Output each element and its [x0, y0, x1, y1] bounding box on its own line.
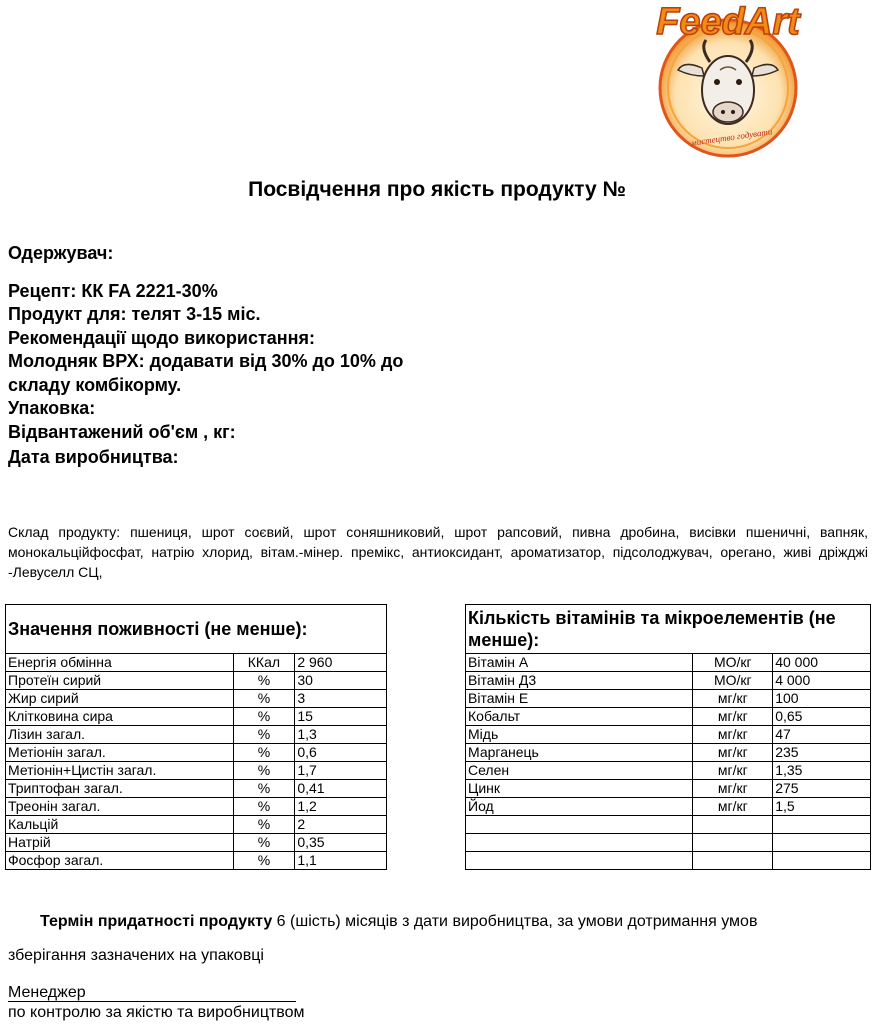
cell-name: Клітковина сира — [6, 708, 234, 726]
cell-name: Натрій — [6, 834, 234, 852]
nutrition-row — [6, 852, 387, 870]
packaging-field: Упаковка: — [8, 398, 96, 418]
cell-unit: ККал — [233, 654, 295, 672]
shelf-life-label: Термін придатності продукту — [40, 913, 273, 930]
cell-value: 30 — [295, 672, 387, 690]
cell-unit: мг/кг — [693, 690, 773, 708]
cell-name: Протеїн сирий — [6, 672, 234, 690]
cell-value: 40 000 — [773, 654, 871, 672]
recipe-field: Рецепт: КК FA 2221-30% — [8, 281, 218, 301]
cell-value: 1,7 — [295, 762, 387, 780]
nutrition-row — [6, 834, 387, 852]
cell-name: Вітамін А — [466, 654, 693, 672]
recommendations-line2: складу комбікорму. — [8, 375, 182, 395]
signature-role-line1: Менеджер — [8, 984, 86, 1001]
cell-value: 2 — [295, 816, 387, 834]
recommendations-label: Рекомендації щодо використання: — [8, 328, 316, 348]
cell-value: 0,35 — [295, 834, 387, 852]
vitamins-table — [465, 604, 871, 870]
cell-name: Марганець — [466, 744, 693, 762]
product-for-field: Продукт для: телят 3-15 міс. — [8, 304, 261, 324]
nutrition-row — [6, 816, 387, 834]
cell-name: Вітамін Е — [466, 690, 693, 708]
logo-brand-text: FeedArt — [656, 1, 800, 43]
cell-value: 235 — [773, 744, 871, 762]
cell-value: 0,6 — [295, 744, 387, 762]
cell-value: 1,1 — [295, 852, 387, 870]
cell-value: 47 — [773, 726, 871, 744]
cell-value: 4 000 — [773, 672, 871, 690]
cell-value: 2 960 — [295, 654, 387, 672]
document-title: Посвідчення про якість продукту № — [248, 178, 626, 201]
cell-unit: МО/кг — [693, 654, 773, 672]
vitamin-row — [466, 834, 871, 852]
cell-name: Фосфор загал. — [6, 852, 234, 870]
cell-name: Треонін загал. — [6, 798, 234, 816]
nutrition-row — [6, 672, 387, 690]
cell-name: Метіонін+Цистін загал. — [6, 762, 234, 780]
cell-unit — [693, 834, 773, 852]
cell-value — [773, 834, 871, 852]
shelf-life-text — [40, 912, 757, 932]
vitamins-heading: Кількість вітамінів та мікроелементів (не менше): — [466, 605, 871, 654]
cell-unit — [693, 852, 773, 870]
nutrition-row — [6, 726, 387, 744]
cell-value: 1,2 — [295, 798, 387, 816]
vitamin-row — [466, 798, 871, 816]
nutrition-row — [6, 654, 387, 672]
cell-unit: % — [233, 798, 295, 816]
cell-value: 1,5 — [773, 798, 871, 816]
nutrition-row — [6, 744, 387, 762]
shelf-life-text2: зберігання зазначених на упаковці — [8, 947, 264, 964]
cell-value: 0,65 — [773, 708, 871, 726]
cell-value: 15 — [295, 708, 387, 726]
cell-name: Триптофан загал. — [6, 780, 234, 798]
cell-name: Жир сирий — [6, 690, 234, 708]
cell-value — [773, 852, 871, 870]
nutrition-row — [6, 798, 387, 816]
product-composition: Склад продукту: пшениця, шрот соєвий, шрот соняшниковий, шрот рапсовий, пивна дробина, висівки пшеничні, вапняк, монокальційфосфат, натрію хлорид, вітам.-мінер. премікс, антиоксидант, ароматизатор, підсолоджувач, орегано, живі дріжджі -Левуселл СЦ, — [8, 524, 868, 580]
cell-name: Цинк — [466, 780, 693, 798]
cell-unit: МО/кг — [693, 672, 773, 690]
vitamin-row — [466, 726, 871, 744]
cell-name: Кальцій — [6, 816, 234, 834]
cell-unit: мг/кг — [693, 744, 773, 762]
cell-unit: мг/кг — [693, 762, 773, 780]
cell-unit: % — [233, 672, 295, 690]
cell-value: 3 — [295, 690, 387, 708]
vitamin-row — [466, 654, 871, 672]
vitamin-row — [466, 690, 871, 708]
cell-unit: % — [233, 780, 295, 798]
cell-value: 275 — [773, 780, 871, 798]
recipient-field: Одержувач: — [8, 243, 114, 263]
feedart-logo — [640, 0, 815, 160]
cell-unit: % — [233, 762, 295, 780]
cell-name: Мідь — [466, 726, 693, 744]
nutrition-row — [6, 762, 387, 780]
cell-unit: % — [233, 816, 295, 834]
signature-role-line2: по контролю за якістю та виробництвом — [8, 1004, 305, 1021]
cell-name — [466, 834, 693, 852]
vitamin-row — [466, 762, 871, 780]
nutrition-row — [6, 708, 387, 726]
cell-name: Йод — [466, 798, 693, 816]
cell-unit: мг/кг — [693, 726, 773, 744]
cell-unit: мг/кг — [693, 708, 773, 726]
cell-unit: % — [233, 834, 295, 852]
cell-unit: мг/кг — [693, 780, 773, 798]
nutrition-row — [6, 690, 387, 708]
cell-value: 1,35 — [773, 762, 871, 780]
cell-unit: % — [233, 744, 295, 762]
vitamin-row — [466, 780, 871, 798]
cell-name — [466, 852, 693, 870]
vitamin-row — [466, 672, 871, 690]
cell-name: Лізин загал. — [6, 726, 234, 744]
cell-value — [773, 816, 871, 834]
cell-name: Селен — [466, 762, 693, 780]
cell-name: Енергія обмінна — [6, 654, 234, 672]
cell-value: 1,3 — [295, 726, 387, 744]
cell-value: 100 — [773, 690, 871, 708]
vitamin-row — [466, 816, 871, 834]
cell-name — [466, 816, 693, 834]
shipped-volume-field: Відвантажений об'єм , кг: — [8, 422, 236, 442]
cell-name: Метіонін загал. — [6, 744, 234, 762]
signature-line — [8, 1001, 296, 1002]
nutrition-table — [5, 604, 387, 870]
nutrition-heading: Значення поживності (не менше): — [6, 605, 387, 654]
cell-unit: мг/кг — [693, 798, 773, 816]
production-date-field: Дата виробництва: — [8, 447, 179, 467]
cell-name: Кобальт — [466, 708, 693, 726]
vitamin-row — [466, 744, 871, 762]
logo-tagline-text: мистецтво годувати — [690, 126, 773, 148]
recommendations-line1: Молодняк ВРХ: додавати від 30% до 10% до — [8, 351, 404, 371]
cell-name: Вітамін Д3 — [466, 672, 693, 690]
cell-unit: % — [233, 726, 295, 744]
vitamin-row — [466, 708, 871, 726]
cell-unit: % — [233, 852, 295, 870]
cell-unit — [693, 816, 773, 834]
vitamin-row — [466, 852, 871, 870]
cell-unit: % — [233, 708, 295, 726]
nutrition-row — [6, 780, 387, 798]
cell-unit: % — [233, 690, 295, 708]
shelf-life-value: 6 (шість) місяців з дати виробництва, за умови дотримання умов — [272, 913, 758, 930]
cell-value: 0,41 — [295, 780, 387, 798]
